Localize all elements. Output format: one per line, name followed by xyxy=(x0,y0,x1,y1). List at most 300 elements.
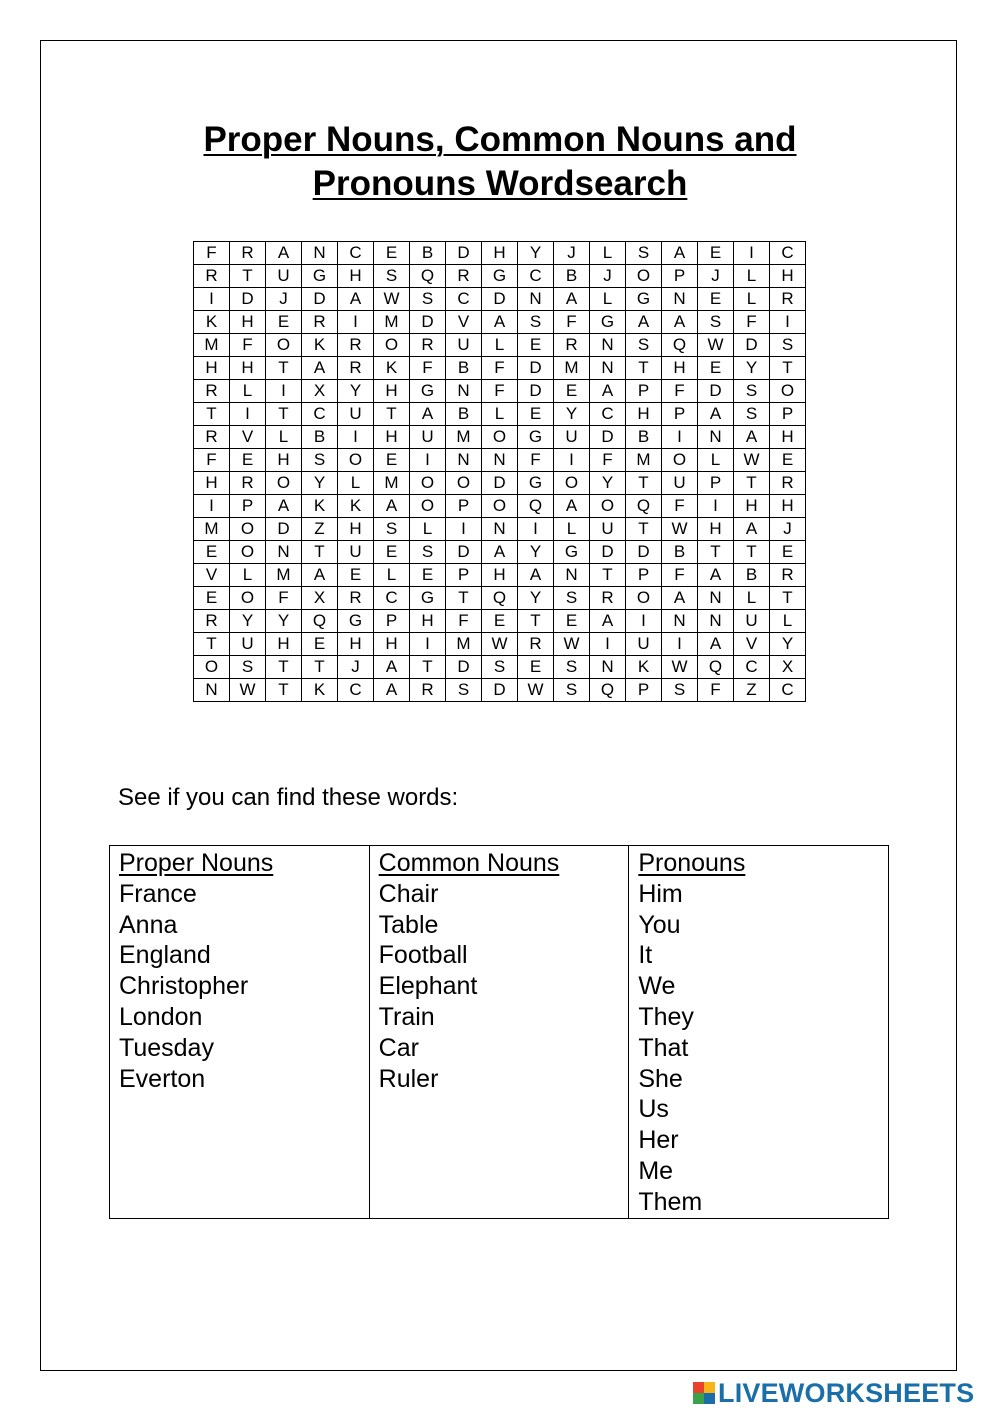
grid-cell[interactable]: N xyxy=(482,449,518,472)
grid-cell[interactable]: O xyxy=(626,587,662,610)
grid-cell[interactable]: P xyxy=(230,495,266,518)
grid-cell[interactable]: Z xyxy=(734,679,770,702)
grid-cell[interactable]: N xyxy=(698,426,734,449)
grid-cell[interactable]: L xyxy=(482,403,518,426)
grid-cell[interactable]: S xyxy=(482,656,518,679)
grid-cell[interactable]: L xyxy=(734,587,770,610)
grid-cell[interactable]: A xyxy=(590,380,626,403)
grid-cell[interactable]: E xyxy=(374,541,410,564)
grid-cell[interactable]: Y xyxy=(734,357,770,380)
grid-cell[interactable]: T xyxy=(446,587,482,610)
grid-cell[interactable]: S xyxy=(374,265,410,288)
grid-cell[interactable]: H xyxy=(374,426,410,449)
grid-cell[interactable]: V xyxy=(734,633,770,656)
grid-cell[interactable]: R xyxy=(230,472,266,495)
grid-cell[interactable]: R xyxy=(194,426,230,449)
grid-cell[interactable]: A xyxy=(338,288,374,311)
grid-cell[interactable]: E xyxy=(518,334,554,357)
grid-cell[interactable]: E xyxy=(770,449,806,472)
grid-cell[interactable]: B xyxy=(734,564,770,587)
grid-cell[interactable]: L xyxy=(266,426,302,449)
grid-cell[interactable]: T xyxy=(518,610,554,633)
grid-cell[interactable]: N xyxy=(446,449,482,472)
grid-cell[interactable]: F xyxy=(590,449,626,472)
grid-cell[interactable]: C xyxy=(374,587,410,610)
grid-cell[interactable]: G xyxy=(482,265,518,288)
grid-cell[interactable]: Q xyxy=(698,656,734,679)
grid-cell[interactable]: G xyxy=(518,472,554,495)
grid-cell[interactable]: N xyxy=(446,380,482,403)
grid-cell[interactable]: N xyxy=(698,587,734,610)
grid-cell[interactable]: S xyxy=(554,656,590,679)
grid-cell[interactable]: A xyxy=(698,564,734,587)
grid-cell[interactable]: T xyxy=(770,587,806,610)
grid-cell[interactable]: H xyxy=(734,495,770,518)
grid-cell[interactable]: N xyxy=(482,518,518,541)
grid-cell[interactable]: A xyxy=(302,357,338,380)
grid-cell[interactable]: K xyxy=(194,311,230,334)
grid-cell[interactable]: E xyxy=(554,610,590,633)
grid-cell[interactable]: R xyxy=(338,587,374,610)
grid-cell[interactable]: L xyxy=(554,518,590,541)
grid-cell[interactable]: P xyxy=(698,472,734,495)
grid-cell[interactable]: D xyxy=(482,472,518,495)
grid-cell[interactable]: K xyxy=(374,357,410,380)
grid-cell[interactable]: I xyxy=(770,311,806,334)
grid-cell[interactable]: R xyxy=(302,311,338,334)
grid-cell[interactable]: A xyxy=(662,242,698,265)
grid-cell[interactable]: T xyxy=(698,541,734,564)
grid-cell[interactable]: Y xyxy=(302,472,338,495)
grid-cell[interactable]: T xyxy=(266,403,302,426)
grid-cell[interactable]: C xyxy=(518,265,554,288)
grid-cell[interactable]: O xyxy=(626,265,662,288)
grid-cell[interactable]: U xyxy=(590,518,626,541)
grid-cell[interactable]: N xyxy=(590,656,626,679)
grid-cell[interactable]: R xyxy=(230,242,266,265)
grid-cell[interactable]: E xyxy=(374,242,410,265)
grid-cell[interactable]: O xyxy=(374,334,410,357)
grid-cell[interactable]: E xyxy=(698,288,734,311)
grid-cell[interactable]: H xyxy=(662,357,698,380)
grid-cell[interactable]: L xyxy=(734,288,770,311)
grid-cell[interactable]: B xyxy=(554,265,590,288)
grid-cell[interactable]: H xyxy=(410,610,446,633)
grid-cell[interactable]: A xyxy=(626,311,662,334)
grid-cell[interactable]: I xyxy=(230,403,266,426)
grid-cell[interactable]: K xyxy=(338,495,374,518)
grid-cell[interactable]: V xyxy=(194,564,230,587)
grid-cell[interactable]: Y xyxy=(518,242,554,265)
grid-cell[interactable]: O xyxy=(410,472,446,495)
grid-cell[interactable]: S xyxy=(554,679,590,702)
grid-cell[interactable]: L xyxy=(374,564,410,587)
grid-cell[interactable]: L xyxy=(734,265,770,288)
grid-cell[interactable]: T xyxy=(266,679,302,702)
grid-cell[interactable]: Y xyxy=(266,610,302,633)
grid-cell[interactable]: A xyxy=(554,495,590,518)
grid-cell[interactable]: E xyxy=(194,541,230,564)
grid-cell[interactable]: S xyxy=(626,334,662,357)
grid-cell[interactable]: M xyxy=(194,518,230,541)
grid-cell[interactable]: H xyxy=(194,472,230,495)
grid-cell[interactable]: F xyxy=(230,334,266,357)
grid-cell[interactable]: W xyxy=(518,679,554,702)
grid-cell[interactable]: S xyxy=(374,518,410,541)
grid-cell[interactable]: Y xyxy=(338,380,374,403)
grid-cell[interactable]: A xyxy=(266,495,302,518)
grid-cell[interactable]: O xyxy=(662,449,698,472)
grid-cell[interactable]: K xyxy=(302,495,338,518)
grid-cell[interactable]: J xyxy=(554,242,590,265)
grid-cell[interactable]: O xyxy=(266,472,302,495)
grid-cell[interactable]: I xyxy=(662,633,698,656)
grid-cell[interactable]: R xyxy=(194,265,230,288)
grid-cell[interactable]: S xyxy=(734,403,770,426)
grid-cell[interactable]: S xyxy=(446,679,482,702)
grid-cell[interactable]: E xyxy=(338,564,374,587)
grid-cell[interactable]: Y xyxy=(518,587,554,610)
grid-cell[interactable]: H xyxy=(338,633,374,656)
grid-cell[interactable]: P xyxy=(626,679,662,702)
grid-cell[interactable]: D xyxy=(446,242,482,265)
grid-cell[interactable]: A xyxy=(590,610,626,633)
grid-cell[interactable]: H xyxy=(770,265,806,288)
grid-cell[interactable]: D xyxy=(626,541,662,564)
grid-cell[interactable]: R xyxy=(338,357,374,380)
grid-cell[interactable]: H xyxy=(338,518,374,541)
grid-cell[interactable]: D xyxy=(518,357,554,380)
grid-cell[interactable]: A xyxy=(482,541,518,564)
grid-cell[interactable]: N xyxy=(590,357,626,380)
grid-cell[interactable]: E xyxy=(194,587,230,610)
grid-cell[interactable]: B xyxy=(626,426,662,449)
grid-cell[interactable]: W xyxy=(482,633,518,656)
grid-cell[interactable]: R xyxy=(590,587,626,610)
grid-cell[interactable]: A xyxy=(374,656,410,679)
grid-cell[interactable]: R xyxy=(410,679,446,702)
grid-cell[interactable]: J xyxy=(590,265,626,288)
grid-cell[interactable]: P xyxy=(374,610,410,633)
grid-cell[interactable]: E xyxy=(410,564,446,587)
grid-cell[interactable]: L xyxy=(410,518,446,541)
grid-cell[interactable]: P xyxy=(626,380,662,403)
grid-cell[interactable]: J xyxy=(770,518,806,541)
grid-cell[interactable]: M xyxy=(374,311,410,334)
grid-cell[interactable]: D xyxy=(698,380,734,403)
grid-cell[interactable]: B xyxy=(662,541,698,564)
grid-cell[interactable]: U xyxy=(266,265,302,288)
grid-cell[interactable]: U xyxy=(410,426,446,449)
grid-cell[interactable]: G xyxy=(410,380,446,403)
grid-cell[interactable]: T xyxy=(230,265,266,288)
grid-cell[interactable]: A xyxy=(662,587,698,610)
grid-cell[interactable]: L xyxy=(770,610,806,633)
grid-cell[interactable]: R xyxy=(194,380,230,403)
grid-cell[interactable]: O xyxy=(194,656,230,679)
grid-cell[interactable]: N xyxy=(590,334,626,357)
grid-cell[interactable]: I xyxy=(626,610,662,633)
grid-cell[interactable]: A xyxy=(482,311,518,334)
grid-cell[interactable]: O xyxy=(554,472,590,495)
grid-cell[interactable]: S xyxy=(770,334,806,357)
grid-cell[interactable]: D xyxy=(266,518,302,541)
grid-cell[interactable]: H xyxy=(698,518,734,541)
grid-cell[interactable]: H xyxy=(482,242,518,265)
grid-cell[interactable]: T xyxy=(266,357,302,380)
grid-cell[interactable]: S xyxy=(230,656,266,679)
grid-cell[interactable]: F xyxy=(662,495,698,518)
grid-cell[interactable]: C xyxy=(734,656,770,679)
grid-cell[interactable]: P xyxy=(662,403,698,426)
grid-cell[interactable]: U xyxy=(554,426,590,449)
grid-cell[interactable]: L xyxy=(230,564,266,587)
grid-cell[interactable]: G xyxy=(302,265,338,288)
grid-cell[interactable]: N xyxy=(302,242,338,265)
grid-cell[interactable]: I xyxy=(338,426,374,449)
grid-cell[interactable]: L xyxy=(590,288,626,311)
grid-cell[interactable]: S xyxy=(302,449,338,472)
grid-cell[interactable]: G xyxy=(410,587,446,610)
grid-cell[interactable]: E xyxy=(698,242,734,265)
grid-cell[interactable]: X xyxy=(770,656,806,679)
grid-cell[interactable]: W xyxy=(230,679,266,702)
grid-cell[interactable]: G xyxy=(518,426,554,449)
grid-cell[interactable]: A xyxy=(662,311,698,334)
grid-cell[interactable]: V xyxy=(446,311,482,334)
grid-cell[interactable]: F xyxy=(662,564,698,587)
grid-cell[interactable]: D xyxy=(446,541,482,564)
grid-cell[interactable]: E xyxy=(518,656,554,679)
grid-cell[interactable]: H xyxy=(770,495,806,518)
grid-cell[interactable]: X xyxy=(302,380,338,403)
grid-cell[interactable]: O xyxy=(338,449,374,472)
grid-cell[interactable]: U xyxy=(662,472,698,495)
grid-cell[interactable]: W xyxy=(734,449,770,472)
grid-cell[interactable]: H xyxy=(626,403,662,426)
grid-cell[interactable]: I xyxy=(554,449,590,472)
grid-cell[interactable]: C xyxy=(446,288,482,311)
grid-cell[interactable]: M xyxy=(446,426,482,449)
grid-cell[interactable]: U xyxy=(230,633,266,656)
grid-cell[interactable]: D xyxy=(590,426,626,449)
grid-cell[interactable]: K xyxy=(302,679,338,702)
grid-cell[interactable]: S xyxy=(662,679,698,702)
grid-cell[interactable]: G xyxy=(626,288,662,311)
grid-cell[interactable]: F xyxy=(194,449,230,472)
grid-cell[interactable]: U xyxy=(446,334,482,357)
grid-cell[interactable]: N xyxy=(554,564,590,587)
grid-cell[interactable]: L xyxy=(338,472,374,495)
grid-cell[interactable]: C xyxy=(590,403,626,426)
grid-cell[interactable]: E xyxy=(554,380,590,403)
grid-cell[interactable]: A xyxy=(374,495,410,518)
grid-cell[interactable]: T xyxy=(374,403,410,426)
grid-cell[interactable]: R xyxy=(194,610,230,633)
grid-cell[interactable]: F xyxy=(482,380,518,403)
grid-cell[interactable]: L xyxy=(230,380,266,403)
grid-cell[interactable]: H xyxy=(230,311,266,334)
grid-cell[interactable]: E xyxy=(230,449,266,472)
grid-cell[interactable]: R xyxy=(338,334,374,357)
grid-cell[interactable]: C xyxy=(338,242,374,265)
grid-cell[interactable]: Y xyxy=(590,472,626,495)
grid-cell[interactable]: X xyxy=(302,587,338,610)
grid-cell[interactable]: M xyxy=(266,564,302,587)
grid-cell[interactable]: G xyxy=(554,541,590,564)
grid-cell[interactable]: T xyxy=(590,564,626,587)
grid-cell[interactable]: T xyxy=(194,403,230,426)
grid-cell[interactable]: A xyxy=(518,564,554,587)
grid-cell[interactable]: T xyxy=(302,541,338,564)
grid-cell[interactable]: D xyxy=(446,656,482,679)
grid-cell[interactable]: D xyxy=(482,679,518,702)
grid-cell[interactable]: M xyxy=(446,633,482,656)
grid-cell[interactable]: I xyxy=(410,449,446,472)
grid-cell[interactable]: Q xyxy=(626,495,662,518)
grid-cell[interactable]: G xyxy=(338,610,374,633)
grid-cell[interactable]: D xyxy=(590,541,626,564)
grid-cell[interactable]: B xyxy=(302,426,338,449)
grid-cell[interactable]: M xyxy=(626,449,662,472)
grid-cell[interactable]: E xyxy=(518,403,554,426)
grid-cell[interactable]: I xyxy=(590,633,626,656)
grid-cell[interactable]: C xyxy=(770,679,806,702)
grid-cell[interactable]: H xyxy=(194,357,230,380)
grid-cell[interactable]: A xyxy=(698,403,734,426)
grid-cell[interactable]: P xyxy=(662,265,698,288)
grid-cell[interactable]: I xyxy=(194,288,230,311)
grid-cell[interactable]: T xyxy=(626,357,662,380)
grid-cell[interactable]: S xyxy=(626,242,662,265)
grid-cell[interactable]: D xyxy=(302,288,338,311)
grid-cell[interactable]: I xyxy=(518,518,554,541)
grid-cell[interactable]: F xyxy=(266,587,302,610)
grid-cell[interactable]: M xyxy=(554,357,590,380)
grid-cell[interactable]: B xyxy=(410,242,446,265)
grid-cell[interactable]: U xyxy=(626,633,662,656)
grid-cell[interactable]: N xyxy=(194,679,230,702)
grid-cell[interactable]: O xyxy=(590,495,626,518)
grid-cell[interactable]: P xyxy=(626,564,662,587)
grid-cell[interactable]: A xyxy=(734,426,770,449)
grid-cell[interactable]: K xyxy=(302,334,338,357)
grid-cell[interactable]: E xyxy=(374,449,410,472)
grid-cell[interactable]: O xyxy=(230,518,266,541)
grid-cell[interactable]: C xyxy=(770,242,806,265)
grid-cell[interactable]: U xyxy=(338,541,374,564)
grid-cell[interactable]: E xyxy=(770,541,806,564)
grid-cell[interactable]: O xyxy=(446,472,482,495)
grid-cell[interactable]: P xyxy=(446,564,482,587)
grid-cell[interactable]: A xyxy=(374,679,410,702)
grid-cell[interactable]: I xyxy=(194,495,230,518)
grid-cell[interactable]: Q xyxy=(302,610,338,633)
grid-cell[interactable]: W xyxy=(554,633,590,656)
grid-cell[interactable]: H xyxy=(482,564,518,587)
grid-cell[interactable]: Q xyxy=(410,265,446,288)
grid-cell[interactable]: N xyxy=(518,288,554,311)
grid-cell[interactable]: Q xyxy=(662,334,698,357)
grid-cell[interactable]: O xyxy=(770,380,806,403)
grid-cell[interactable]: L xyxy=(698,449,734,472)
grid-cell[interactable]: H xyxy=(374,633,410,656)
grid-cell[interactable]: N xyxy=(698,610,734,633)
grid-cell[interactable]: U xyxy=(338,403,374,426)
grid-cell[interactable]: U xyxy=(734,610,770,633)
grid-cell[interactable]: D xyxy=(734,334,770,357)
grid-cell[interactable]: E xyxy=(698,357,734,380)
grid-cell[interactable]: Z xyxy=(302,518,338,541)
grid-cell[interactable]: I xyxy=(410,633,446,656)
grid-cell[interactable]: K xyxy=(626,656,662,679)
grid-cell[interactable]: I xyxy=(734,242,770,265)
grid-cell[interactable]: P xyxy=(446,495,482,518)
grid-cell[interactable]: I xyxy=(338,311,374,334)
grid-cell[interactable]: W xyxy=(374,288,410,311)
grid-cell[interactable]: T xyxy=(734,472,770,495)
grid-cell[interactable]: F xyxy=(194,242,230,265)
grid-cell[interactable]: Y xyxy=(230,610,266,633)
grid-cell[interactable]: M xyxy=(194,334,230,357)
grid-cell[interactable]: A xyxy=(554,288,590,311)
grid-cell[interactable]: O xyxy=(230,587,266,610)
grid-cell[interactable]: C xyxy=(338,679,374,702)
grid-cell[interactable]: E xyxy=(266,311,302,334)
grid-cell[interactable]: P xyxy=(770,403,806,426)
grid-cell[interactable]: H xyxy=(266,633,302,656)
grid-cell[interactable]: T xyxy=(770,357,806,380)
grid-cell[interactable]: E xyxy=(482,610,518,633)
grid-cell[interactable]: G xyxy=(590,311,626,334)
grid-cell[interactable]: A xyxy=(410,403,446,426)
grid-cell[interactable]: Y xyxy=(518,541,554,564)
grid-cell[interactable]: D xyxy=(230,288,266,311)
grid-cell[interactable]: J xyxy=(266,288,302,311)
grid-cell[interactable]: F xyxy=(446,610,482,633)
grid-cell[interactable]: S xyxy=(410,288,446,311)
grid-cell[interactable]: H xyxy=(338,265,374,288)
grid-cell[interactable]: Y xyxy=(554,403,590,426)
grid-cell[interactable]: J xyxy=(698,265,734,288)
grid-cell[interactable]: F xyxy=(410,357,446,380)
grid-cell[interactable]: T xyxy=(626,518,662,541)
grid-cell[interactable]: B xyxy=(446,403,482,426)
grid-cell[interactable]: I xyxy=(446,518,482,541)
grid-cell[interactable]: A xyxy=(734,518,770,541)
grid-cell[interactable]: H xyxy=(230,357,266,380)
grid-cell[interactable]: H xyxy=(374,380,410,403)
grid-cell[interactable]: L xyxy=(590,242,626,265)
grid-cell[interactable]: I xyxy=(266,380,302,403)
grid-cell[interactable]: R xyxy=(770,288,806,311)
grid-cell[interactable]: F xyxy=(554,311,590,334)
grid-cell[interactable]: O xyxy=(410,495,446,518)
grid-cell[interactable]: S xyxy=(554,587,590,610)
grid-cell[interactable]: O xyxy=(482,495,518,518)
grid-cell[interactable]: R xyxy=(770,472,806,495)
grid-cell[interactable]: Q xyxy=(482,587,518,610)
grid-cell[interactable]: E xyxy=(302,633,338,656)
grid-cell[interactable]: N xyxy=(266,541,302,564)
grid-cell[interactable]: A xyxy=(266,242,302,265)
grid-cell[interactable]: R xyxy=(770,564,806,587)
grid-cell[interactable]: O xyxy=(482,426,518,449)
grid-cell[interactable]: C xyxy=(302,403,338,426)
grid-cell[interactable]: N xyxy=(662,288,698,311)
grid-cell[interactable]: Q xyxy=(590,679,626,702)
grid-cell[interactable]: R xyxy=(518,633,554,656)
